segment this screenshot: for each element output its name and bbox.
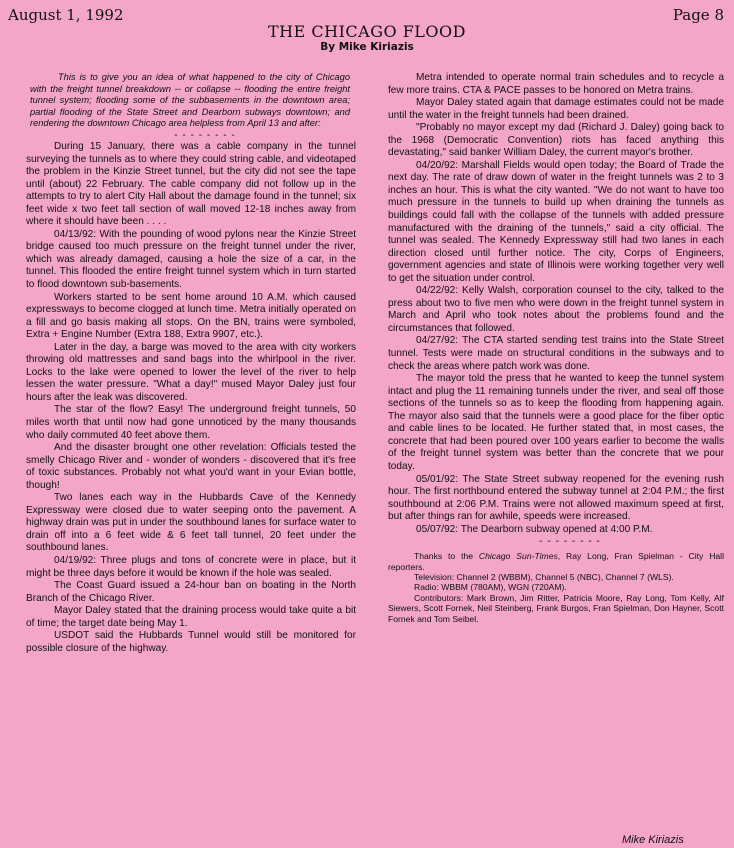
issue-date: August 1, 1992	[8, 6, 124, 24]
page-number: Page 8	[672, 6, 724, 24]
separator: - - - - - - - -	[174, 129, 236, 141]
paragraph: USDOT said the Hubbards Tunnel would still be monitored for possible closure of the highway.	[26, 630, 356, 654]
paragraph: 04/20/92: Marshall Fields would open today; the Board of Trade the next day. The rate of draw down of water in the freight tunnels was 2 to 3 inches an hour. This is what the city wanted. "We do not want to have too much pressure in the tunnels to build up when draining the tunnels as buildings could fall with the collapse of the tunnels with added pressure manufactured with the draining of the tunnels," said a city official. The tunnel was sealed. The Kennedy Expressway still had two lanes in each direction closed until further notice. The city, Corps of Engineers, government agencies and state of Illinois were working together very well to get the situation under control.	[388, 159, 724, 284]
paragraph: Later in the day, a barge was moved to the area with city workers throwing old mattresses and sand bags into the whirlpool in the river. Locks to the lake were opened to lower the level of the river to help lessen the water pressure. "What a day!" mused Mayor Daley just four hours after the leak was discovered.	[26, 341, 356, 403]
paragraph: During 15 January, there was a cable company in the tunnel surveying the tunnels as to where they could string cable, and videotaped the problem in the Kinzie Street tunnel, but the city did not see the tape until (about) 22 February. The cable company did not follow up in the attempts to try to alert City Hall about the damage found in the tunnel; six feet wide x two feet tall section of wall moved 12-18 inches away from where it should have been . . . .	[26, 140, 356, 228]
article-title: THE CHICAGO FLOOD	[268, 22, 466, 41]
paragraph: "Probably no mayor except my dad (Richard J. Daley) going back to the 1968 (Democratic Convention) riots has faced anything this devastating," said banker William Daley, the current mayor's brother.	[388, 122, 724, 159]
separator: - - - - - - - -	[539, 536, 601, 548]
credits-thanks	[388, 551, 724, 572]
paragraph: And the disaster brought one other revelation: Officials tested the smelly Chicago River and - wonder of wonders - discovered that it's free of toxic substances. Probably not what you'd want in your Evian bottle, though!	[26, 442, 356, 491]
credits-contributors: Contributors: Mark Brown, Jim Ritter, Patricia Moore, Ray Long, Tom Kelly, Alf Siewers, Scott Fornek, Neil Steinberg, Frank Burgos, Fran Spielman, Don Hayner, Scott Fornek and Tom Seibel.	[388, 592, 724, 624]
paragraph: Two lanes each way in the Hubbards Cave of the Kennedy Expressway were closed due to water seeping onto the pavement. A highway drain was put in under the southbound lanes for surface water to drain off into a 6 feet wide & 6 feet tall tunnel, 20 feet under the southbound lanes.	[26, 492, 356, 554]
intro-paragraph: This is to give you an idea of what happened to the city of Chicago with the freight tunnel breakdown -- or collapse -- flooding the entire freight tunnel system; flooding some of the subbasements in the downtown area; partial flooding of the State Street and Dearborn subways downtown; and rendering the downtown Chicago area helpless from April 13 and after:	[30, 72, 350, 129]
credits-television: Television: Channel 2 (WBBM), Channel 5 (NBC), Channel 7 (WLS).	[414, 572, 674, 583]
right-column	[388, 72, 724, 624]
paragraph: 04/22/92: Kelly Walsh, corporation counsel to the city, talked to the press about two to five men who were down in the freight tunnel system in March and April who took notes about the problems found and the circumstances that followed.	[388, 285, 724, 334]
paragraph: The Coast Guard issued a 24-hour ban on boating in the North Branch of the Chicago River.	[26, 580, 356, 604]
paragraph: The star of the flow? Easy! The underground freight tunnels, 50 miles worth that until now had gone unnoticed by the many thousands who daily commuted 40 feet above them.	[26, 404, 356, 441]
paragraph: 04/13/92: With the pounding of wood pylons near the Kinzie Street bridge caused too much pressure on the freight tunnel under the river, which was already damaged, causing a hole the size of a car, in the tunnel. This flooded the entire freight tunnel system which in turn started to flood downtown sub-basements.	[26, 228, 356, 290]
paragraph: 05/07/92: The Dearborn subway opened at 4:00 P.M.	[416, 523, 653, 535]
paragraph: Workers started to be sent home around 10 A.M. which caused expressways to become clogged at lunch time. Metra initially operated on a fill and go basis making all stops. On the BN, trains were symboled, Extra + Engine Number (Extra 188, Extra 9907, etc.).	[26, 291, 356, 341]
paragraph: Metra intended to operate normal train schedules and to recycle a few more trains. CTA & PACE passes to be honored on Metra trains.	[388, 72, 724, 96]
paragraph: 04/19/92: Three plugs and tons of concrete were in place, but it might be three days before it would be known if the hole was sealed.	[26, 555, 356, 579]
paragraph: Mayor Daley stated that the draining process would take quite a bit of time; the target date being May 1.	[26, 605, 356, 629]
paragraph: 05/01/92: The State Street subway reopened for the evening rush hour. The first northbound entered the subway tunnel at 2:04 P.M.; the first southbound at 2:06 P.M. Trains were not allowed maximum speed at first, but after things ran for awhile, speeds were increased.	[388, 473, 724, 523]
paragraph: Mayor Daley stated again that damage estimates could not be made until the water in the freight tunnels had been drained.	[388, 97, 724, 121]
thanks-suffix: , Ray Long, Fran Spielman - City Hall reporters.	[388, 551, 724, 572]
thanks-paper: Chicago Sun-Times	[478, 551, 558, 562]
article-intro	[26, 72, 356, 130]
credits	[388, 551, 724, 624]
thanks-prefix: Thanks to the	[414, 551, 479, 562]
paragraph: 04/27/92: The CTA started sending test trains into the State Street tunnel. Tests were made on structural conditions in the subways and to check the areas where patch work was done.	[388, 335, 724, 372]
paragraph: The mayor told the press that he wanted to keep the tunnel system intact and plug the 11 remaining tunnels under the river, and seal off those sections of the tunnels so as to keep the flooding from happening again. The mayor also said that the tunnels were a good place for the fiber optic and cable lines to be located. He further stated that, in most cases, the concrete that had been poured over 100 years earlier to become the walls of the freight tunnel system was better than the concrete that we pour today.	[388, 373, 724, 472]
left-column	[26, 72, 356, 655]
credits-radio: Radio: WBBM (780AM), WGN (720AM).	[414, 582, 567, 593]
article-byline: By Mike Kiriazis	[320, 41, 414, 53]
author-signature: Mike Kiriazis	[622, 834, 684, 846]
